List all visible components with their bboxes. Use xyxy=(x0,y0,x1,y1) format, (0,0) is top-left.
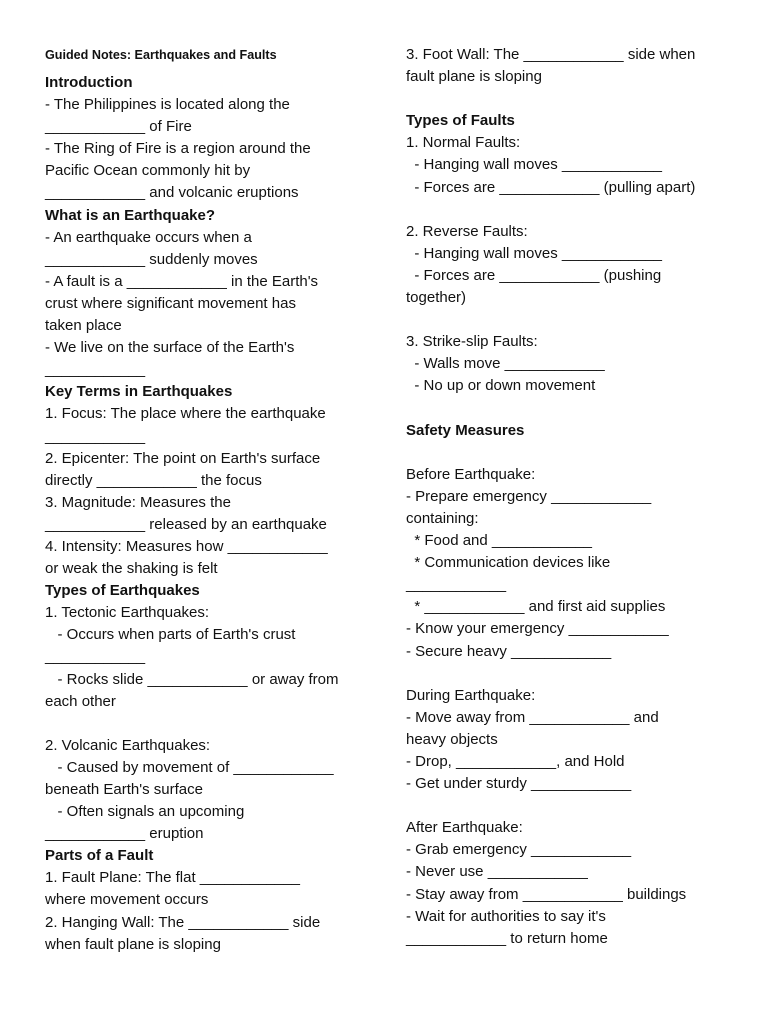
note-line: ____________ xyxy=(406,576,507,594)
note-line: - Secure heavy ____________ xyxy=(406,642,612,660)
note-line: 3. Magnitude: Measures the xyxy=(45,493,231,511)
spacer xyxy=(406,795,736,817)
note-line: together) xyxy=(406,289,467,307)
spacer xyxy=(406,398,736,420)
section-heading: Key Terms in Earthquakes xyxy=(45,383,233,401)
note-line: - No up or down movement xyxy=(406,377,596,395)
note-line: - Prepare emergency ____________ xyxy=(406,487,652,505)
note-line: Pacific Ocean commonly hit by xyxy=(45,162,251,180)
note-line: * ____________ and first aid supplies xyxy=(406,598,666,616)
note-line: heavy objects xyxy=(406,730,498,748)
note-line: - Occurs when parts of Earth's crust xyxy=(45,626,296,644)
note-line: - The Ring of Fire is a region around the xyxy=(45,140,311,158)
note-line: - Grab emergency ____________ xyxy=(406,841,632,859)
note-line: During Earthquake: xyxy=(406,686,536,704)
note-line: containing: xyxy=(406,509,479,527)
note-line: - Get under sturdy ____________ xyxy=(406,775,632,793)
note-line: - Often signals an upcoming xyxy=(45,803,245,821)
note-line: ____________ to return home xyxy=(406,929,608,947)
spacer xyxy=(406,663,736,685)
note-line: - Rocks slide ____________ or away from xyxy=(45,670,339,688)
note-line: After Earthquake: xyxy=(406,819,523,837)
section-heading: Introduction xyxy=(45,74,133,91)
spacer xyxy=(406,199,736,221)
right-column-body xyxy=(406,44,736,950)
section-heading: Types of Faults xyxy=(406,112,515,130)
note-line: 3. Strike-slip Faults: xyxy=(406,333,538,351)
note-line: - Move away from ____________ and xyxy=(406,708,659,726)
note-line: - Stay away from ____________ buildings xyxy=(406,885,687,903)
note-line: where movement occurs xyxy=(45,891,209,909)
note-line: - Forces are ____________ (pushing xyxy=(406,266,662,284)
note-line: fault plane is sloping xyxy=(406,68,542,86)
note-line: - Know your emergency ____________ xyxy=(406,620,669,638)
note-line: ____________ released by an earthquake xyxy=(45,515,327,533)
note-line: 2. Volcanic Earthquakes: xyxy=(45,736,211,754)
note-line: - Drop, ____________, and Hold xyxy=(406,753,625,770)
note-line: when fault plane is sloping xyxy=(45,935,221,953)
section-heading: Safety Measures xyxy=(406,421,525,439)
note-line: - An earthquake occurs when a xyxy=(45,228,252,246)
note-line: 4. Intensity: Measures how ____________ xyxy=(45,537,328,555)
note-line: ____________ xyxy=(45,361,146,379)
spacer xyxy=(406,88,736,110)
note-line: 1. Normal Faults: xyxy=(406,134,521,152)
note-line: taken place xyxy=(45,317,122,335)
note-line: - Hanging wall moves ____________ xyxy=(406,156,663,174)
left-column-body xyxy=(45,72,375,956)
note-line: 1. Tectonic Earthquakes: xyxy=(45,604,209,622)
spacer xyxy=(45,713,375,735)
note-line: - Forces are ____________ (pulling apart) xyxy=(406,178,696,196)
note-line: ____________ xyxy=(45,648,146,666)
note-line: ____________ xyxy=(45,427,146,445)
section-heading: Types of Earthquakes xyxy=(45,582,200,600)
note-line: ____________ of Fire xyxy=(45,118,192,136)
note-line: 2. Reverse Faults: xyxy=(406,222,528,240)
note-line: beneath Earth's surface xyxy=(45,781,203,798)
note-line: directly ____________ the focus xyxy=(45,471,262,489)
right-column xyxy=(406,44,736,950)
note-line: ____________ eruption xyxy=(45,825,204,843)
note-line: Before Earthquake: xyxy=(406,465,536,483)
note-line: crust where significant movement has xyxy=(45,294,296,312)
section-heading: Parts of a Fault xyxy=(45,847,154,865)
note-line: 3. Foot Wall: The ____________ side when xyxy=(406,46,696,63)
note-line: - The Philippines is located along the xyxy=(45,96,290,114)
note-line: 1. Fault Plane: The flat ____________ xyxy=(45,869,300,887)
note-line: - Hanging wall moves ____________ xyxy=(406,244,663,262)
left-column xyxy=(45,44,375,956)
note-line: each other xyxy=(45,692,116,710)
note-line: - We live on the surface of the Earth's xyxy=(45,339,295,357)
note-line: ____________ and volcanic eruptions xyxy=(45,184,299,202)
spacer xyxy=(406,442,736,464)
spacer xyxy=(406,309,736,331)
note-line: ____________ suddenly moves xyxy=(45,250,258,268)
document-title: Guided Notes: Earthquakes and Faults xyxy=(45,48,277,62)
note-line: 1. Focus: The place where the earthquake xyxy=(45,405,326,423)
note-line: - Wait for authorities to say it's xyxy=(406,907,606,925)
note-line: 2. Hanging Wall: The ____________ side xyxy=(45,913,321,931)
note-line: * Food and ____________ xyxy=(406,532,593,550)
section-heading: What is an Earthquake? xyxy=(45,206,216,224)
note-line: * Communication devices like xyxy=(406,554,611,572)
note-line: - Never use ____________ xyxy=(406,863,588,881)
note-line: or weak the shaking is felt xyxy=(45,560,218,578)
note-line: - Caused by movement of ____________ xyxy=(45,758,334,776)
note-line: 2. Epicenter: The point on Earth's surface xyxy=(45,449,321,467)
note-line: - A fault is a ____________ in the Earth's xyxy=(45,272,319,290)
note-line: - Walls move ____________ xyxy=(406,355,605,373)
